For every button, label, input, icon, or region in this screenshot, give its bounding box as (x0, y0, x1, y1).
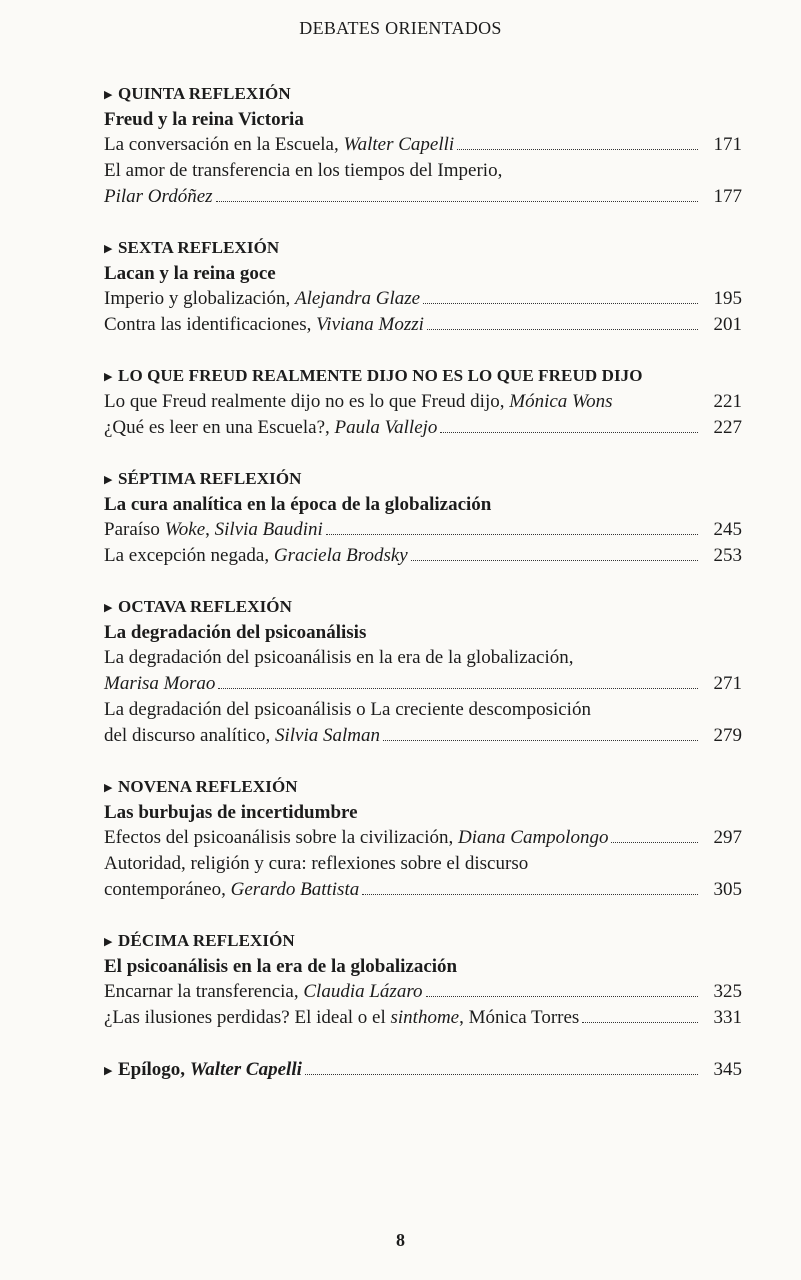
section-title: La degradación del psicoanálisis (104, 622, 367, 643)
page-ref: 227 (713, 417, 742, 438)
page-ref: 245 (713, 519, 742, 540)
entry-author: Alejandra Glaze (295, 288, 421, 309)
section-octava-reflexion (104, 595, 742, 749)
toc-entry[interactable]: Imperio y globalización, Alejandra Glaze 195 (104, 286, 742, 312)
page-ref: 305 (713, 879, 742, 900)
entry-author: Walter Capelli (343, 134, 455, 155)
page-ref: 325 (713, 981, 742, 1002)
dot-leader (218, 688, 698, 689)
triangle-bullet-icon: ▶ (104, 1065, 113, 1077)
section-heading: ▶ NOVENA REFLEXIÓN (104, 775, 742, 800)
section-heading: ▶ DÉCIMA REFLEXIÓN (104, 929, 742, 954)
entry-author: Silvia Baudini (214, 519, 323, 540)
entry-author: Claudia Lázaro (303, 981, 423, 1002)
triangle-bullet-icon: ▶ (104, 782, 113, 794)
triangle-bullet-icon: ▶ (104, 602, 113, 614)
entry-author: Viviana Mozzi (316, 314, 424, 335)
toc-entry[interactable]: El amor de transferencia en los tiempos del Imperio, Pilar Ordóñez 177 (104, 158, 742, 210)
page-ref: 253 (713, 545, 742, 566)
dot-leader (411, 560, 698, 561)
toc-entry[interactable]: Lo que Freud realmente dijo no es lo que Freud dijo, Mónica Wons 221 (104, 389, 742, 415)
dot-leader (216, 201, 698, 202)
page-ref: 195 (713, 288, 742, 309)
toc-entry[interactable]: La excepción negada, Graciela Brodsky 253 (104, 543, 742, 569)
dot-leader (326, 534, 698, 535)
dot-leader (611, 842, 698, 843)
entry-author: Marisa Morao (104, 673, 216, 694)
entry-author: Paula Vallejo (334, 417, 438, 438)
toc-entry[interactable]: Autoridad, religión y cura: reflexiones sobre el discurso contemporáneo, Gerardo Battista 305 (104, 851, 742, 903)
page-ref: 177 (713, 186, 742, 207)
dot-leader (440, 432, 698, 433)
section-title: Freud y la reina Victoria (104, 109, 304, 130)
toc-entry[interactable]: Encarnar la transferencia, Claudia Lázaro 325 (104, 979, 742, 1005)
toc-entry[interactable]: ¿Las ilusiones perdidas? El ideal o el sinthome, Mónica Torres 331 (104, 1005, 742, 1031)
toc-entry[interactable]: ▶ Epílogo, Walter Capelli 345 (104, 1057, 742, 1084)
page-number: 8 (396, 1230, 405, 1250)
triangle-bullet-icon: ▶ (104, 371, 113, 383)
section-title: El psicoanálisis en la era de la globalización (104, 956, 458, 977)
section-sexta-reflexion (104, 236, 742, 338)
section-decima-reflexion (104, 929, 742, 1031)
dot-leader (426, 996, 698, 997)
triangle-bullet-icon: ▶ (104, 243, 113, 255)
page-ref: 279 (713, 725, 742, 746)
entry-author: Mónica Wons (509, 391, 613, 412)
page-ref: 271 (713, 673, 742, 694)
entry-author: Silvia Salman (274, 725, 380, 746)
page-ref: 221 (713, 391, 742, 412)
section-heading: ▶ SÉPTIMA REFLEXIÓN (104, 467, 742, 492)
dot-leader (457, 149, 698, 150)
entry-author: Pilar Ordóñez (104, 186, 213, 207)
section-lo-que-freud (104, 364, 742, 441)
section-heading: ▶ SEXTA REFLEXIÓN (104, 236, 742, 261)
section-novena-reflexion (104, 775, 742, 903)
toc-entry[interactable]: ¿Qué es leer en una Escuela?, Paula Vallejo 227 (104, 415, 742, 441)
entry-author: Walter Capelli (189, 1059, 302, 1080)
dot-leader (305, 1074, 698, 1075)
page-ref: 201 (713, 314, 742, 335)
running-header: DEBATES ORIENTADOS (299, 18, 502, 38)
toc-entry[interactable]: La degradación del psicoanálisis en la era de la globalización, Marisa Morao 271 (104, 645, 742, 697)
triangle-bullet-icon: ▶ (104, 89, 113, 101)
section-title: La cura analítica en la época de la globalización (104, 494, 492, 515)
toc-entry[interactable]: Efectos del psicoanálisis sobre la civilización, Diana Campolongo 297 (104, 825, 742, 851)
page-ref: 171 (713, 134, 742, 155)
dot-leader (383, 740, 698, 741)
toc-entry[interactable]: La conversación en la Escuela, Walter Capelli 171 (104, 132, 742, 158)
section-heading: ▶ QUINTA REFLEXIÓN (104, 82, 742, 107)
section-heading: ▶ LO QUE FREUD REALMENTE DIJO NO ES LO QUE FREUD DIJO (104, 364, 742, 389)
page-ref: 345 (713, 1059, 742, 1080)
section-epilogo (104, 1057, 742, 1084)
triangle-bullet-icon: ▶ (104, 474, 113, 486)
toc-entry[interactable]: Contra las identificaciones, Viviana Mozzi 201 (104, 312, 742, 338)
triangle-bullet-icon: ▶ (104, 936, 113, 948)
dot-leader (362, 894, 698, 895)
section-heading: ▶ OCTAVA REFLEXIÓN (104, 595, 742, 620)
page-ref: 297 (713, 827, 742, 848)
toc-entry[interactable]: Paraíso Woke, Silvia Baudini 245 (104, 517, 742, 543)
entry-author: Diana Campolongo (458, 827, 609, 848)
toc-entry[interactable]: La degradación del psicoanálisis o La creciente descomposición del discurso analítico, Silvia Salman 279 (104, 697, 742, 749)
table-of-contents (104, 82, 742, 1110)
section-title: Lacan y la reina goce (104, 263, 276, 284)
entry-author: Gerardo Battista (230, 879, 360, 900)
section-title: Las burbujas de incertidumbre (104, 802, 358, 823)
section-septima-reflexion (104, 467, 742, 569)
entry-author: Graciela Brodsky (273, 545, 408, 566)
section-quinta-reflexion (104, 82, 742, 210)
dot-leader (427, 329, 698, 330)
page-ref: 331 (713, 1007, 742, 1028)
dot-leader (423, 303, 698, 304)
dot-leader (582, 1022, 698, 1023)
